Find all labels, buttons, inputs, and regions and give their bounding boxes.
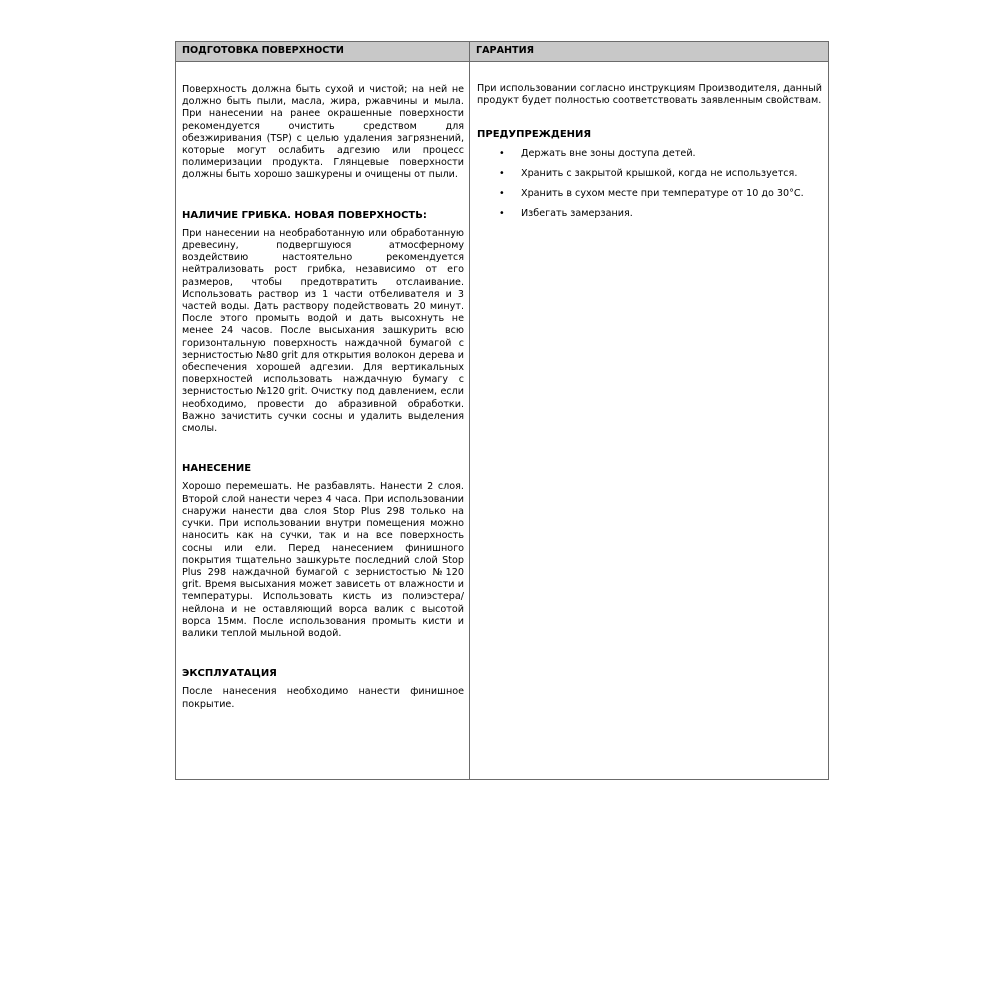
header-warranty: ГАРАНТИЯ (470, 42, 828, 62)
application-section-text: Хорошо перемешать. Не разбавлять. Нанести 2 слоя. Второй слой нанести через 4 часа. При использовании снаружи нанести два слоя Stop Plus 298 только на сучки. При использовании внутри помещения можно наносить как на сучки, так и на все поверхность сосны или ели. Перед нанесением финишного покрытия тщательно зашкурьте последний слой Stop Plus 298 наждачной бумагой с зернистостью №120 grit. Время высыхания может зависеть от влажности и температуры. Использовать кисть из полиэстера/ нейлона и не оставляющий ворса валик с высотой ворса 15мм. После использования промыть кисти и валики теплой мыльной водой. (182, 481, 464, 639)
application-section-title: НАНЕСЕНИЕ (182, 463, 252, 475)
warning-text: Хранить в сухом месте при температуре от 10 до 30°C. (521, 188, 804, 200)
warning-text: Держать вне зоны доступа детей. (521, 147, 696, 159)
header-surface-preparation: ПОДГОТОВКА ПОВЕРХНОСТИ (176, 42, 470, 62)
warranty-text: При использовании согласно инструкциям Производителя, данный продукт будет полностью соответствовать заявленным свойствам. (477, 83, 822, 107)
operation-section-title: ЭКСПЛУАТАЦИЯ (182, 668, 277, 680)
list-item (477, 208, 822, 220)
operation-section-text: После нанесения необходимо нанести финишное покрытие. (182, 686, 464, 710)
surface-preparation-text: Поверхность должна быть сухой и чистой; на ней не должно быть пыли, масла, жира, ржавчины и мыла. При нанесении на ранее окрашенные поверхности рекомендуется очистить средством для обезжиривания (TSP) с целью удаления загрязнений, которые могут ослабить адгезию или процесс полимеризации продукта. Глянцевые поверхности должны быть хорошо зашкурены и очищены от пыли. (182, 84, 464, 181)
left-column (176, 62, 470, 711)
warning-text: Хранить с закрытой крышкой, когда не используется. (521, 167, 798, 179)
warnings-section-title: ПРЕДУПРЕЖДЕНИЯ (477, 129, 592, 141)
bullet-icon: • (499, 208, 505, 220)
fungus-section-title: НАЛИЧИЕ ГРИБКА. НОВАЯ ПОВЕРХНОСТЬ: (182, 209, 427, 221)
fungus-section-text: При нанесении на необработанную или обработанную древесину, подвергшуюся атмосферному воздействию настоятельно рекомендуется нейтрализовать рост грибка, независимо от его размеров, чтобы предотвратить отслаивание. Использовать раствор из 1 части отбеливателя и 3 частей воды. Дать раствору подействовать 20 минут. После этого промыть водой и дать высохнуть не менее 24 часов. После высыхания зашкурить всю горизонтальную поверхность наждачной бумагой с зернистостью №80 grit для открытия волокон дерева и обеспечения хорошей адгезии. Для вертикальных поверхностей использовать наждачную бумагу с зернистостью №120 grit. Очистку под давлением, если необходимо, провести до абразивной обработки. Важно зачистить сучки сосны и удалить выделения смолы. (182, 227, 464, 435)
bullet-icon: • (499, 167, 505, 179)
document-table (175, 41, 829, 780)
warning-text: Избегать замерзания. (521, 208, 633, 220)
list-item (477, 148, 822, 160)
right-column (470, 62, 828, 228)
list-item (477, 188, 822, 200)
warnings-list (477, 148, 822, 221)
bullet-icon: • (499, 188, 505, 200)
list-item (477, 168, 822, 180)
bullet-icon: • (499, 147, 505, 159)
